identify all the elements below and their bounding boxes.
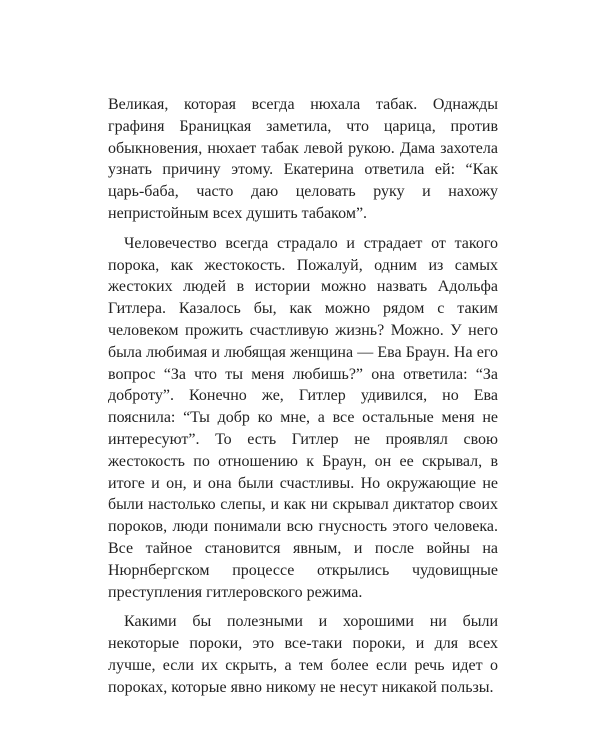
page-text-block [108,94,498,707]
paragraph-conclusion: Какими бы полезными и хорошими ни были некоторые пороки, это все-таки пороки, и для всех лучше, если их скрыть, а тем более если речь идет о пороках, которые явно никому не несут никакой пользы. [108,613,498,696]
paragraph-continued: Великая, которая всегда нюхала табак. Однажды графиня Браницкая заметила, что царица, против обыкновения, нюхает табак левой рукою. Дама захотела узнать причину этому. Екатерина ответила ей: “Как царь-баба, часто даю целовать руку и нахожу непристойным всех душить табаком”. [108,96,498,222]
paragraph-cruelty: Человечество всегда страдало и страдает от такого порока, как жестокость. Пожалуй, одним из самых жестоких людей в истории можно назвать Адольфа Гитлера. Казалось бы, как можно рядом с таким человеком прожить счастливую жизнь? Можно. У него была любимая и любящая женщина — Ева Браун. На его вопрос “За что ты меня любишь?” она ответила: “За доброту”. Конечно же, Гитлер удивился, но Ева пояснила: “Ты добр ко мне, а все остальные меня не интересуют”. То есть Гитлер не проявлял свою жестокость по отношению к Браун, он ее скрывал, в итоге и он, и она были счастливы. Но окружающие не были настолько слепы, и как ни скрывал диктатор своих пороков, люди понимали всю гнусность этого человека. Все тайное становится явным, и после войны на Нюрнбергском процессе открылись чудовищные преступления гитлеровского режима. [108,234,498,601]
